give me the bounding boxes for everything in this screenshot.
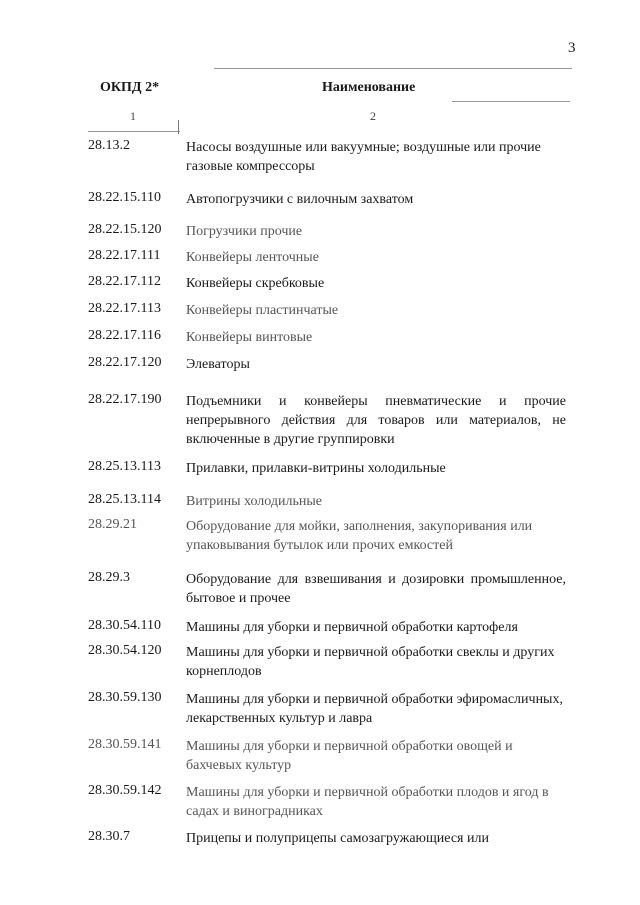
column-number-2: 2 (370, 109, 376, 123)
row-code: 28.30.59.142 (88, 783, 162, 798)
row-name: Конвейеры винтовые (186, 330, 313, 345)
row-code: 28.30.54.120 (88, 643, 162, 658)
row-code: 28.22.17.120 (88, 355, 162, 370)
column-header-name: Наименование (322, 80, 416, 95)
row-code: 28.30.54.110 (88, 618, 161, 633)
row-name: Машины для уборки и первичной обработки картофеля (186, 620, 518, 635)
page-number: 3 (568, 40, 576, 56)
row-name: Машины для уборки и первичной обработки овощей и бахчевых культур (186, 739, 513, 773)
row-name: Машины для уборки и первичной обработки плодов и ягод в садах и виноградниках (186, 785, 549, 819)
row-code: 28.22.17.111 (88, 248, 161, 263)
row-code: 28.29.21 (88, 517, 137, 532)
row-code: 28.22.17.113 (88, 301, 161, 316)
column-header-code: ОКПД 2* (100, 80, 160, 95)
row-code: 28.30.7 (88, 829, 130, 844)
row-name: Витрины холодильные (186, 494, 322, 509)
row-name: Машины для уборки и первичной обработки эфиромасличных, лекарственных культур и лавра (186, 692, 563, 726)
header-mid-rule (452, 101, 570, 102)
row-code: 28.22.15.120 (88, 222, 162, 237)
row-code: 28.25.13.113 (88, 459, 161, 474)
row-name: Оборудование для мойки, заполнения, закупоривания или упаковывания бутылок или прочих емкостей (186, 519, 533, 553)
row-name: Элеваторы (186, 357, 250, 372)
header-bottom-rule (88, 131, 180, 132)
row-code: 28.25.13.114 (88, 492, 161, 507)
row-code: 28.29.3 (88, 570, 130, 585)
row-code: 28.22.17.190 (88, 392, 162, 407)
row-code: 28.22.17.112 (88, 274, 161, 289)
column-number-1: 1 (130, 109, 136, 123)
row-name: Погрузчики прочие (186, 224, 303, 239)
row-code: 28.22.15.110 (88, 190, 161, 205)
column-divider-tick (178, 120, 179, 134)
row-name: Автопогрузчики с вилочным захватом (186, 192, 414, 207)
header-top-rule (214, 68, 572, 69)
row-name: Прицепы и полуприцепы самозагружающиеся или (186, 831, 489, 846)
row-code: 28.13.2 (88, 138, 130, 153)
row-name: Конвейеры пластинчатые (186, 303, 339, 318)
row-name: Конвейеры ленточные (186, 250, 319, 265)
row-name: Прилавки, прилавки-витрины холодильные (186, 461, 446, 476)
row-name: Конвейеры скребковые (186, 276, 325, 291)
row-name: Оборудование для взвешивания и дозировки промышленное, бытовое и прочее (186, 572, 566, 606)
row-name: Машины для уборки и первичной обработки свеклы и других корнеплодов (186, 645, 555, 679)
row-code: 28.22.17.116 (88, 328, 161, 343)
row-code: 28.30.59.141 (88, 737, 162, 752)
row-code: 28.30.59.130 (88, 690, 162, 705)
row-name: Насосы воздушные или вакуумные; воздушные или прочие газовые компрессоры (186, 140, 541, 174)
row-name: Подъемники и конвейеры пневматические и прочие непрерывного действия для товаров или материалов, не включенные в другие группировки (186, 394, 566, 447)
